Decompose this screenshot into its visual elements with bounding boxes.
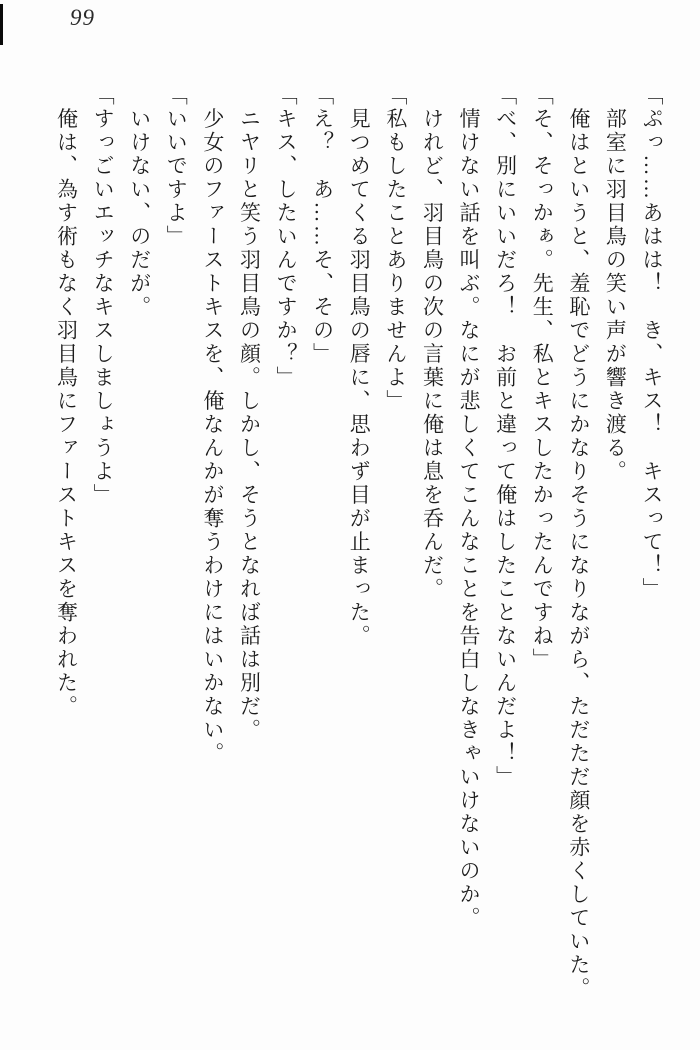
line-01: 「ぷっ……あはは！ き、キス！ キスって！」 <box>640 84 664 601</box>
line-09: 見つめてくる羽目鳥の唇に、思わず目が止まった。 <box>347 84 372 648</box>
line-14: 「いいですよ」 <box>164 84 189 249</box>
scan-edge-artifact <box>0 4 3 45</box>
line-02: 部室に羽目鳥の笑い声が響き渡る。 <box>603 84 628 484</box>
line-16: 「すっごいエッチなキスしましょうよ」 <box>91 84 116 507</box>
line-15: いけない、のだが。 <box>127 84 152 319</box>
line-11: 「キス、したいんですか？」 <box>274 84 299 390</box>
line-08: 「私もしたことありませんよ」 <box>383 84 408 413</box>
page-number: 99 <box>70 5 95 30</box>
line-13: 少女のファーストキスを、俺なんかが奪うわけにはいかない。 <box>200 84 225 766</box>
line-17: 俺は、為す術もなく羽目鳥にファーストキスを奪われた。 <box>54 84 79 719</box>
line-05: 「べ、別にいいだろ！ お前と違って俺はしたことないんだよ！」 <box>493 84 518 789</box>
line-07: けれど、羽目鳥の次の言葉に俺は息を呑んだ。 <box>420 84 445 601</box>
vertical-text-block <box>48 84 670 1024</box>
line-04: 「そ、そっかぁ。先生、私とキスしたかったんですね」 <box>530 84 555 672</box>
line-03: 俺はというと、羞恥でどうにかなりそうになりながら、ただただ顔を赤くしていた。 <box>566 84 591 1001</box>
line-06: 情けない話を叫ぶ。なにが悲しくてこんなことを告白しなきゃいけないのか。 <box>457 84 482 930</box>
line-12: ニヤリと笑う羽目鳥の顔。しかし、そうとなれば話は別だ。 <box>237 84 262 742</box>
line-10: 「え？ あ……そ、その」 <box>310 84 335 366</box>
